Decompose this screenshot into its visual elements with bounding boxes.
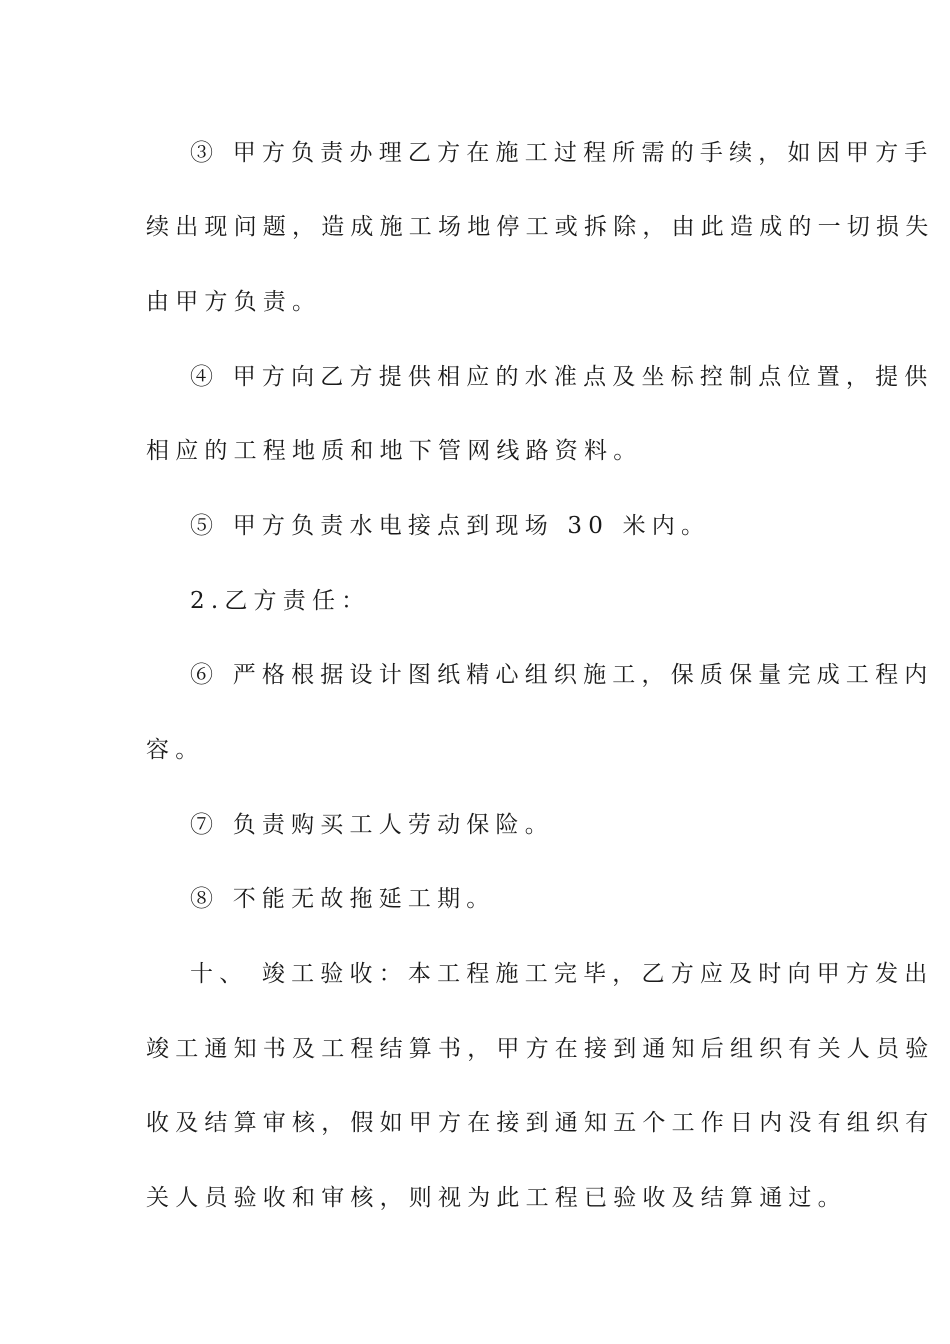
paragraph-10-line-2: 竣工通知书及工程结算书，甲方在接到通知后组织有关人员验 bbox=[146, 1036, 935, 1062]
paragraph-3-line-3: 由甲方负责。 bbox=[146, 289, 322, 315]
paragraph-8: ⑧ 不能无故拖延工期。 bbox=[190, 886, 496, 912]
section-heading-party-b: 2.乙方责任： bbox=[190, 588, 371, 614]
paragraph-4-line-1: ④ 甲方向乙方提供相应的水准点及坐标控制点位置，提供 bbox=[190, 364, 934, 390]
paragraph-3-line-1: ③ 甲方负责办理乙方在施工过程所需的手续，如因甲方手 bbox=[190, 140, 934, 166]
paragraph-10-line-1: 十、 竣工验收：本工程施工完毕，乙方应及时向甲方发出 bbox=[190, 961, 934, 987]
paragraph-3-line-2: 续出现问题，造成施工场地停工或拆除，由此造成的一切损失 bbox=[146, 214, 935, 240]
paragraph-4-line-2: 相应的工程地质和地下管网线路资料。 bbox=[146, 438, 643, 464]
paragraph-7: ⑦ 负责购买工人劳动保险。 bbox=[190, 812, 554, 838]
paragraph-6-line-1: ⑥ 严格根据设计图纸精心组织施工，保质保量完成工程内 bbox=[190, 662, 934, 688]
paragraph-10-line-3: 收及结算审核，假如甲方在接到通知五个工作日内没有组织有 bbox=[146, 1110, 935, 1136]
paragraph-10-line-4: 关人员验收和审核，则视为此工程已验收及结算通过。 bbox=[146, 1185, 847, 1211]
paragraph-6-line-2: 容。 bbox=[146, 737, 205, 763]
paragraph-5: ⑤ 甲方负责水电接点到现场 30 米内。 bbox=[190, 513, 711, 539]
